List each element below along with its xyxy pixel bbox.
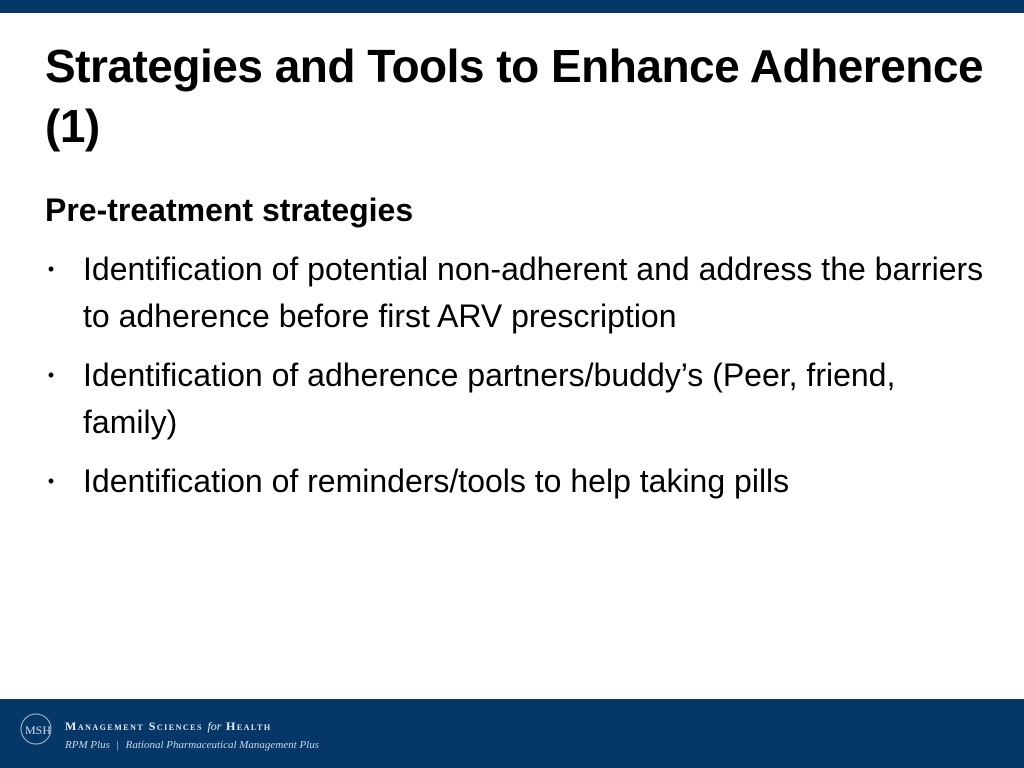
msh-logo-icon (19, 710, 57, 748)
org-name-part1: Management Sciences (65, 719, 203, 733)
bullet-text: Identification of adherence partners/buddy’s (Peer, friend, family) (83, 357, 896, 440)
bullet-item (45, 246, 995, 340)
bullet-icon: • (47, 365, 55, 385)
footer-org-name (65, 719, 272, 734)
bullet-text: Identification of reminders/tools to help taking pills (83, 463, 790, 499)
bullet-item (45, 458, 995, 505)
footer-program-name (65, 739, 319, 751)
footer-bar (0, 699, 1024, 768)
bullet-list (45, 246, 995, 517)
program-short: RPM Plus (65, 739, 110, 751)
org-name-for: for (207, 719, 222, 733)
slide-title: Strategies and Tools to Enhance Adherence (1) (45, 40, 984, 152)
bullet-icon: • (47, 471, 55, 491)
bullet-item (45, 352, 995, 446)
program-full: Rational Pharmaceutical Management Plus (125, 739, 320, 751)
org-name-part2: Health (225, 719, 272, 733)
top-accent-bar (0, 0, 1024, 13)
bullet-text: Identification of potential non-adherent and address the barriers to adherence before first ARV prescription (83, 251, 984, 334)
bullet-icon: • (47, 259, 55, 279)
section-heading: Pre-treatment strategies (45, 192, 414, 228)
program-separator: | (116, 739, 119, 751)
msh-logo-text: MSH (24, 723, 52, 737)
